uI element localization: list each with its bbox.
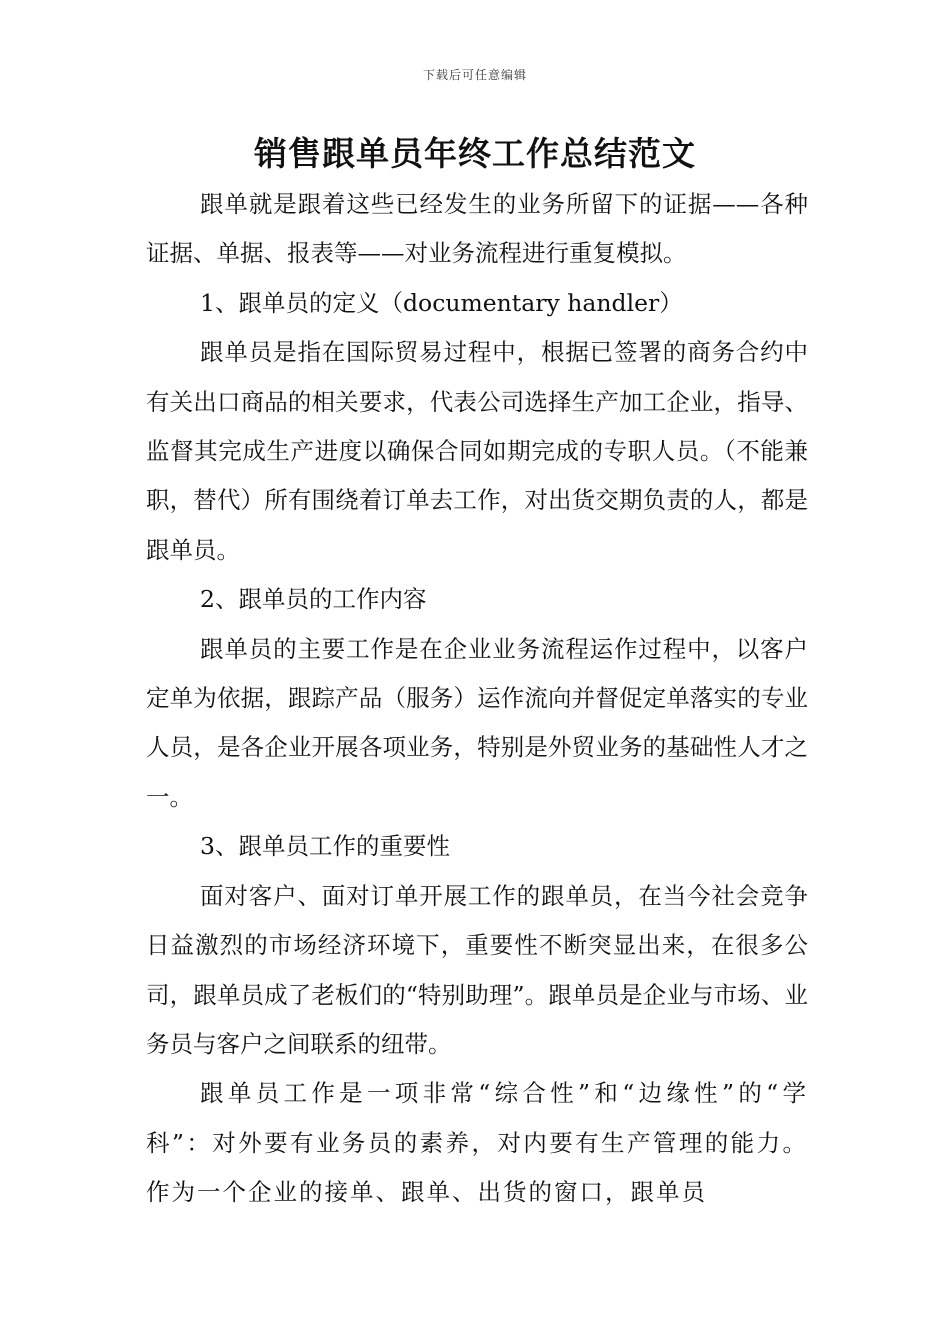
section-heading-importance: 3、跟单员工作的重要性 (200, 832, 450, 861)
paragraph-intro: 跟单就是跟着这些已经发生的业务所留下的证据——各种证据、单据、报表等——对业务流程进行重复模拟。 (146, 190, 808, 268)
document-title: 销售跟单员年终工作总结范文 (254, 134, 696, 173)
paragraph-nature: 跟单员工作是一项非常“综合性”和“边缘性”的“学科”：对外要有业务员的素养，对内要有生产管理的能力。作为一个企业的接单、跟单、出货的窗口，跟单员 (146, 1079, 808, 1207)
paragraph-importance: 面对客户、面对订单开展工作的跟单员，在当今社会竞争日益激烈的市场经济环境下，重要性不断突显出来，在很多公司，跟单员成了老板们的“特别助理”。跟单员是企业与市场、业务员与客户之间联系的纽带。 (146, 881, 808, 1058)
header-note: 下载后可任意编辑 (422, 68, 527, 82)
paragraph-definition: 跟单员是指在国际贸易过程中，根据已签署的商务合约中有关出口商品的相关要求，代表公司选择生产加工企业，指导、监督其完成生产进度以确保合同如期完成的专职人员。（不能兼职，替代）所有围绕着订单去工作，对出货交期负责的人，都是跟单员。 (146, 338, 808, 564)
document-body (146, 180, 808, 1218)
paragraph-work-content: 跟单员的主要工作是在企业业务流程运作过程中，以客户定单为依据，跟踪产品（服务）运作流向并督促定单落实的专业人员，是各企业开展各项业务，特别是外贸业务的基础性人才之一。 (146, 634, 808, 811)
section-heading-work-content: 2、跟单员的工作内容 (200, 585, 427, 614)
section-heading-definition: 1、跟单员的定义（documentary handler） (200, 288, 683, 317)
